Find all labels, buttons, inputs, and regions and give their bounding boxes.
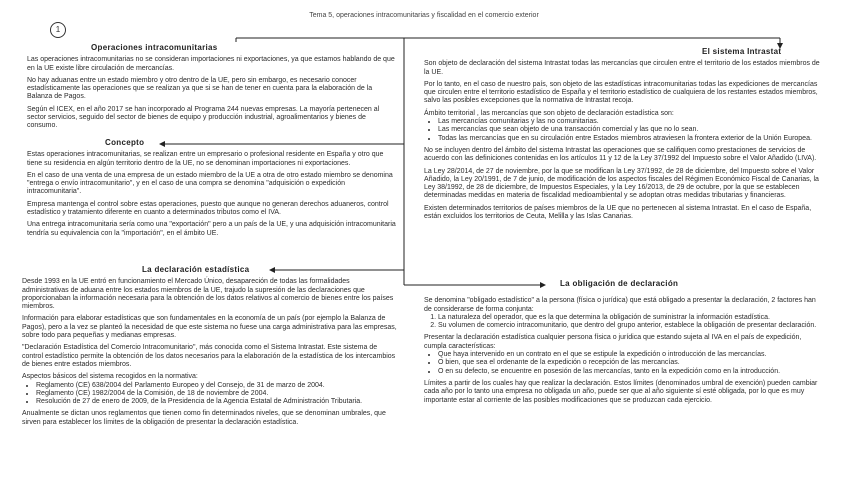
section-estadistica [22, 266, 397, 431]
heading-obligacion: La obligación de declaración [560, 279, 679, 288]
obligacion-paragraph-1: Se denomina "obligado estadístico" a la persona (física o jurídica) que está obligado a presentar la declaración, 2 factores han de considerarse de forma conjunta: [424, 297, 816, 313]
intrastat-paragraph-4: No se incluyen dentro del ámbito del sistema Intrastat las operaciones que se califiquen como prestaciones de servicios de acuerdo con las definiciones contenidas en los artículos 11 y 12 de la Ley 37/1992 del Impuesto sobre el Valor Añadido (LIVA). [424, 146, 817, 163]
section-concepto [27, 139, 397, 242]
intrastat-paragraph-6: Existen determinados territorios de países miembros de la UE que no pertenecen al sistema Intrastat. En el caso de España, están excluidos los territorios de Ceuta, Melilla y las Islas Canarias. [424, 204, 812, 221]
obligacion-paragraph-3: Límites a partir de los cuales hay que realizar la declaración. Estos límites (denominados umbral de exención) pueden cambiar cada año por lo tanto una empresa no obligada un año, puede ser que al año siguiente sí esté obligada, por lo que es muy importante estar al corriente de las posibles modificaciones que se produzcan cada ejercicio. [424, 379, 818, 404]
heading-intrastat: El sistema Intrastat [702, 47, 782, 56]
section-operaciones [27, 44, 397, 135]
ops-paragraph-3: Según el ICEX, en el año 2017 se han incorporado al Programa 244 nuevas empresas. La mayoría pertenecen al sector servicios, seguido del sector de bienes de equipo y producción industrial, agroalimentarios y bienes de consumo. [27, 105, 380, 130]
estadistica-paragraph-4: Aspectos básicos del sistema recogidos en la normativa: [22, 373, 198, 381]
intrastat-paragraph-1: Son objeto de declaración del sistema Intrastat todas las mercancías que circulen entre el territorio de los estados miembros de la UE. [424, 60, 820, 76]
concepto-paragraph-2: En el caso de una venta de una empresa de un estado miembro de la UE a otra de otro estado miembro se denomina "entrega o envío intracomunitario", y en el caso de una compra se denomina "adquisición o expedición intracomunitaria". [27, 171, 393, 196]
estadistica-paragraph-1: Desde 1993 en la UE entró en funcionamiento el Mercado Único, desapareción de todas las formalidades administrativas de aduana entre los estados miembros de la UE, trajudo la supresión de las declaraciones que proporcionaban la información necesaria para la obtención de los datos relativos al comercio de bienes entre los países miembros. [22, 278, 394, 311]
concepto-paragraph-3: Empresa mantenga el control sobre estas operaciones, puesto que aunque no generan derechos aduaneros, control estadístico y tratamiento diferente en cuanto a determinados tributos como el IVA. [27, 200, 389, 217]
obligacion-characteristics-list [424, 351, 824, 376]
section-intrastat [424, 48, 824, 225]
estadistica-paragraph-3: "Declaración Estadística del Comercio Intracomunitario", más conocida como el Sistema Intrastat. Este sistema de control estadístico permite la obtención de los datos necesarios para la elaboración de la estadística de los intercambios de bienes entre estados miembros. [22, 344, 396, 368]
ops-paragraph-2: No hay aduanas entre un estado miembro y otro dentro de la UE, pero sin embargo, es necesario conocer estadísticamente las operaciones que se realizan ya que si se han de tener en cuenta para la elaboración de la Balanza de Pagos. [27, 76, 373, 101]
list-item: • O en su defecto, se encuentre en posesión de las mercancías, tanto en la expedición como en la introducción. [438, 368, 824, 376]
list-item: • Las mercancías comunitarias y las no comunitarias. [438, 118, 824, 126]
estadistica-paragraph-5: Anualmente se dictan unos reglamentos que tienen como fin determinados niveles, que se denominan umbrales, que sirven para establecer los límites de la obligación de presentar la declaración estadística. [22, 410, 386, 426]
list-item: • Reglamento (CE) 1982/2004 de la Comisión, de 18 de noviembre de 2004. [36, 390, 397, 398]
concepto-paragraph-4: Una entrega intracomunitaria sería como una "exportación" pero a un país de la UE, y una adquisición intracomunitaria tendría su equivalencia con la "importación", en el ámbito UE. [27, 221, 396, 237]
page-title: Tema 5, operaciones intracomunitarias y fiscalidad en el comercio exterior [309, 12, 539, 19]
intrastat-list [424, 118, 824, 143]
list-item: • Que haya intervenido en un contrato en el que se estipule la expedición o introducción de las mercancías. [438, 351, 824, 359]
heading-concepto: Concepto [105, 138, 145, 147]
list-item: • Resolución de 27 de enero de 2009, de la Presidencia de la Agencia Estatal de Administración Tributaria. [36, 398, 397, 406]
heading-estadistica: La declaración estadística [142, 265, 250, 274]
list-item: 2. Su volumen de comercio intracomunitario, que dentro del grupo anterior, establece la obligación de presentar declaración. [438, 322, 824, 330]
page-number: 1 [50, 22, 66, 38]
list-item: 1. La naturaleza del operador, que es la que determina la obligación de suministrar la información estadística. [438, 314, 824, 322]
heading-operaciones: Operaciones intracomunitarias [91, 43, 218, 52]
intrastat-paragraph-2: Por lo tanto, en el caso de nuestro país, son objeto de las estadísticas intracomunitarias todas las expediciones de mercancías que circulen entre el territorio estadístico de España y el territorio estadístico de cualquiera de los restantes estados miembros, salvo las posibles excepciones que la normativa de Intrastat recoja. [424, 80, 818, 105]
estadistica-paragraph-2: Información para elaborar estadísticas que son fundamentales en la economía de un país (por ejemplo la Balanza de Pagos), pero a la vez se planteó la necesidad de que este sistema no fuese una carga administrativa para las empresas, sobre todo para pequeñas y medianas empresas. [22, 315, 397, 340]
ops-paragraph-1: Las operaciones intracomunitarias no se consideran importaciones ni exportaciones, ya que estamos hablando de que en la UE existe libre circulación de mercancías. [27, 56, 395, 72]
obligacion-factors-list [424, 314, 824, 331]
estadistica-list [22, 382, 397, 407]
concepto-paragraph-1: Estas operaciones intracomunitarias, se realizan entre un empresario o profesional residente en España y otro que tiene su residencia en algún territorio dentro de la UE, no se denominan importaciones ni exportaciones. [27, 151, 384, 167]
list-item: • Reglamento (CE) 638/2004 del Parlamento Europeo y del Consejo, de 31 de marzo de 2004. [36, 382, 397, 390]
section-obligacion [424, 280, 824, 409]
intrastat-paragraph-5: La Ley 28/2014, de 27 de noviembre, por la que se modifican la Ley 37/1992, de 28 de diciembre, del Impuesto sobre el Valor Añadido, la Ley 20/1991, de 7 de junio, de modificación de los aspectos fiscales del Régimen Económico Fiscal de Canarias, la Ley 38/1992, de 28 de diciembre, de Impuestos Especiales, y la Ley 16/2013, de 29 de octubre, por la que se establecen determinadas medidas en materia de fiscalidad medioambiental y se adoptan otras medidas tributarias y financieras. [424, 167, 819, 200]
list-item: • Todas las mercancías que en su circulación entre Estados miembros atraviesen la frontera exterior de la Unión Europea. [438, 135, 824, 143]
intrastat-paragraph-3: Ámbito territorial , las mercancías que son objeto de declaración estadística son: [424, 109, 674, 117]
obligacion-paragraph-2: Presentar la declaración estadística cualquier persona física o jurídica que estando sujeta al IVA en el país de expedición, cumpla características: [424, 334, 802, 350]
list-item: • Las mercancías que sean objeto de una transacción comercial y las que no lo sean. [438, 126, 824, 134]
list-item: • O bien, que sea el ordenante de la expedición o recepción de las mercancías. [438, 359, 824, 367]
